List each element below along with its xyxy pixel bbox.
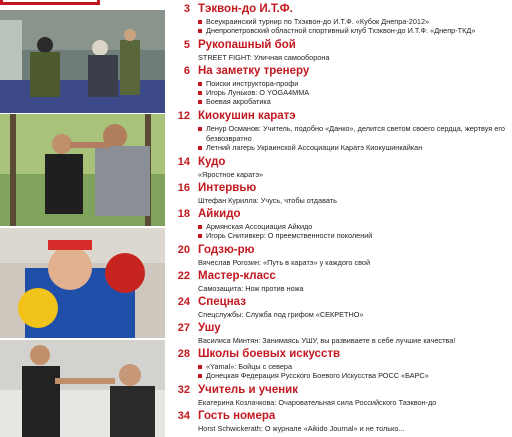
section-title: Гость номера (198, 410, 276, 422)
section-title: Ушу (198, 322, 221, 334)
entry-item: Всеукраинский турнир по Тхэквон-до И.Т.Ф. «Кубок Днепра-2012» (198, 17, 512, 27)
section-title: Мастер-класс (198, 270, 276, 282)
page-number: 27 (177, 322, 190, 334)
entry-item: Самозащита: Нож против ножа (198, 284, 304, 293)
section-title: Кудо (198, 156, 226, 168)
page-number: 20 (177, 244, 190, 256)
entry-item: Вячеслав Рогозин: «Путь в каратэ» у каждого свой (198, 258, 371, 267)
section-title: Интервью (198, 182, 257, 194)
page-number: 34 (177, 410, 190, 422)
entry-item: Horst Schwickerath: О журнале «Aikido Journal» и не только... (198, 424, 405, 433)
photo-column (0, 0, 165, 437)
entry-item: Ленур Османов: Учитель, подобно «Данко», делится светом своего сердца, жертвуя его безвозвратно (198, 124, 512, 143)
page-number: 5 (183, 39, 190, 51)
entry-item: «Яростное каратэ» (198, 170, 264, 179)
entry-item: Игорь Снитивкер: О преемственности поколений (198, 231, 512, 241)
photo-child-boxing (0, 228, 165, 338)
entry-item: «Yamal»: Бойцы с севера (198, 362, 512, 372)
entry-item: Спецслужбы: Служба под грифом «СЕКРЕТНО» (198, 310, 364, 319)
entry-item: Боевая акробатика (198, 97, 512, 107)
page-number: 12 (177, 110, 190, 122)
section-title: Спецназ (198, 296, 246, 308)
entry-item: Екатерина Козлачкова: Очаровательная сила Российского Таэквон-до (198, 398, 437, 407)
entry-item: Штефан Курилла: Учусь, чтобы отдавать (198, 196, 337, 205)
page-number: 3 (183, 3, 190, 15)
entry-item: Поиски инструктора-профи (198, 79, 512, 89)
page-number: 6 (183, 65, 190, 77)
entry-item: Донецкая Федерация Русского Боевого Искусства РОСС «БАРС» (198, 371, 512, 381)
page-number: 18 (177, 208, 190, 220)
photo-taekwondo-gym (0, 10, 165, 113)
page-number: 24 (177, 296, 190, 308)
entry-item: Днепропетровский областной спортивный клуб Тхэквон-до И.Т.Ф. «Днепр-ТКД» (198, 26, 512, 36)
section-title: Тэквон-до И.Т.Ф. (198, 3, 293, 15)
photo-self-defense (0, 340, 165, 437)
section-title: Киокушин каратэ (198, 110, 296, 122)
page-number: 14 (177, 156, 190, 168)
page-number: 32 (177, 384, 190, 396)
page-number: 16 (177, 182, 190, 194)
page-number: 22 (177, 270, 190, 282)
section-title: Годзю-рю (198, 244, 255, 256)
entry-item: Игорь Луньков: О YOGA4MMA (198, 88, 512, 98)
entry-item: STREET FIGHT: Уличная самооборона (198, 53, 330, 62)
section-title: Школы боевых искусств (198, 348, 341, 360)
page-number: 28 (177, 348, 190, 360)
section-title: Айкидо (198, 208, 241, 220)
entry-item: Летний лагерь Украинской Ассоциации Каратэ Киокушинкайкан (198, 143, 512, 153)
table-of-contents (166, 0, 512, 437)
section-title: Учитель и ученик (198, 384, 299, 396)
entry-item: Василиса Минтян: Занимаясь УШУ, вы развиваете в себе лучшие качества! (198, 336, 456, 345)
entry-item: Армянская Ассоциация Айкидо (198, 222, 512, 232)
section-title: Рукопашный бой (198, 39, 296, 51)
section-title: На заметку тренеру (198, 65, 310, 77)
photo-kyokushin-forest (0, 114, 165, 226)
